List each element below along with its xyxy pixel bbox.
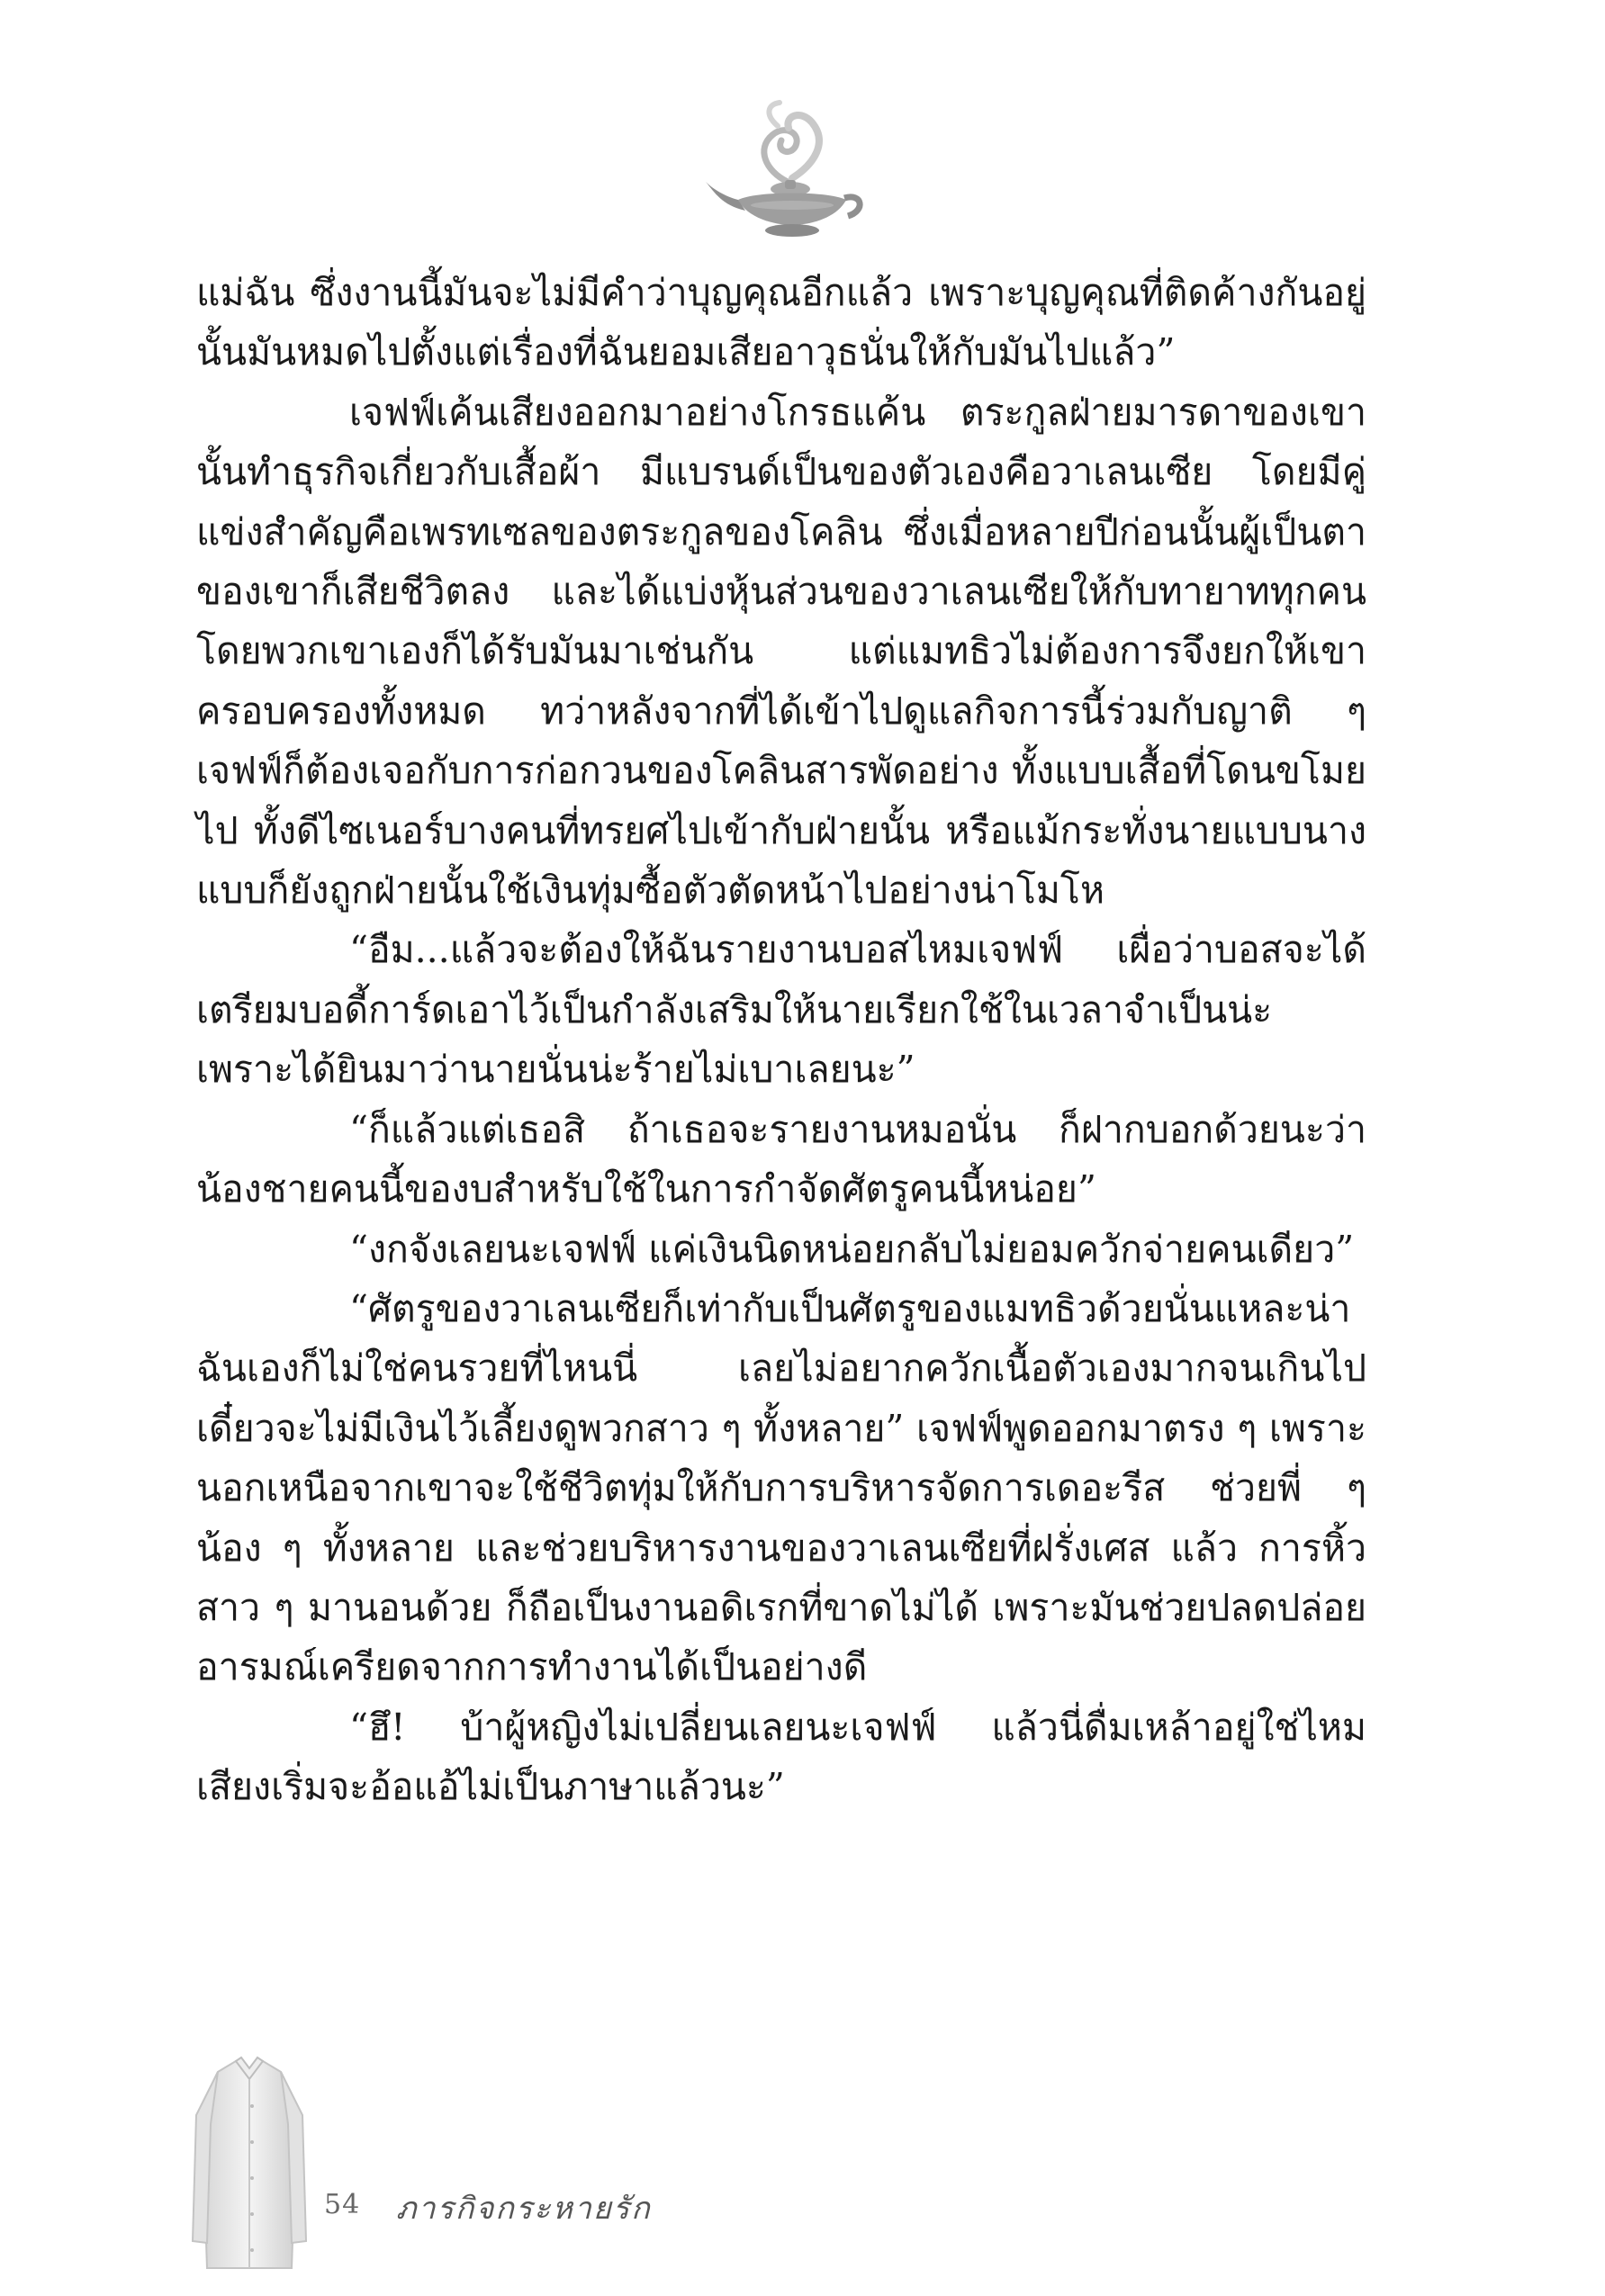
paragraph-3: “อืม...แล้วจะต้องให้ฉันรายงานบอสไหมเจฟฟ์ เผื่อว่าบอสจะได้เตรียมบอดี้การ์ดเอาไว้เป็นกำลังเสริมให้นายเรียกใช้ในเวลาจำเป็นน่ะ เพราะได้ยินมาว่านายนั่นน่ะร้ายไม่เบาเลยนะ” [196,928,1366,1092]
page-number: 54 [324,2189,361,2220]
paragraph-2: เจฟฟ์เค้นเสียงออกมาอย่างโกรธแค้น ตระกูลฝ่ายมารดาของเขานั้นทำธุรกิจเกี่ยวกับเสื้อผ้า มีแบรนด์เป็นของตัวเองคือวาเลนเซีย โดยมีคู่แข่งสำคัญคือเพรทเซลของตระกูลของโคลิน ซึ่งเมื่อหลายปีก่อนนั้นผู้เป็นตาของเขาก็เสียชีวิตลง และได้แบ่งหุ้นส่วนของวาเลนเซียให้กับทายาททุกคน โดยพวกเขาเองก็ได้รับมันมาเช่นกัน แต่แมทธิวไม่ต้องการจึงยกให้เขาครอบครองทั้งหมด ทว่าหลังจากที่ได้เข้าไปดูแลกิจการนี้ร่วมกับญาติ ๆ เจฟฟ์ก็ต้องเจอกับการก่อกวนของโคลินสารพัดอย่าง ทั้งแบบเสื้อที่โดนขโมยไป ทั้งดีไซเนอร์บางคนที่ทรยศไปเข้ากับฝ่ายนั้น หรือแม้กระทั่งนายแบบนางแบบก็ยังถูกฝ่ายนั้นใช้เงินทุ่มซื้อตัวตัดหน้าไปอย่างน่าโมโห [196,390,1366,913]
paragraph-1: แม่ฉัน ซึ่งงานนี้มันจะไม่มีคำว่าบุญคุณอีกแล้ว เพราะบุญคุณที่ติดค้างกันอยู่นั้นมันหมดไปตั้งแต่เรื่องที่ฉันยอมเสียอาวุธนั่นให้กับมันไปแล้ว” [196,271,1366,374]
paragraph-5: “งกจังเลยนะเจฟฟ์ แค่เงินนิดหน่อยกลับไม่ยอมควักจ่ายคนเดียว” [349,1227,1355,1271]
body-text [196,263,1366,1817]
paragraph-6: “ศัตรูของวาเลนเซียก็เท่ากับเป็นศัตรูของแมทธิวด้วยนั่นแหละน่า ฉันเองก็ไม่ใช่คนรวยที่ไหนนี่ เลยไม่อยากควักเนื้อตัวเองมากจนเกินไป เดี๋ยวจะไม่มีเงินไว้เลี้ยงดูพวกสาว ๆ ทั้งหลาย” เจฟฟ์พูดออกมาตรง ๆ เพราะนอกเหนือจากเขาจะใช้ชีวิตทุ่มให้กับการบริหารจัดการเดอะรีส ช่วยพี่ ๆ น้อง ๆ ทั้งหลาย และช่วยบริหารงานของวาเลนเซียที่ฝรั่งเศส แล้ว การหิ้วสาว ๆ มานอนด้วย ก็ถือเป็นงานอดิเรกที่ขาดไม่ได้ เพราะมันช่วยปลดปล่อยอารมณ์เครียดจากการทำงานได้เป็นอย่างดี [196,1286,1366,1689]
genie-lamp-icon [702,99,873,243]
paragraph-4: “ก็แล้วแต่เธอสิ ถ้าเธอจะรายงานหมอนั่น ก็ฝากบอกด้วยนะว่า น้องชายคนนี้ของบสำหรับใช้ในการกำจัดศัตรูคนนี้หน่อย” [196,1107,1366,1211]
paragraph-7: “ฮึ! บ้าผู้หญิงไม่เปลี่ยนเลยนะเจฟฟ์ แล้วนี่ดื่มเหล้าอยู่ใช่ไหม เสียงเริ่มจะอ้อแอ้ไม่เป็นภาษาแล้วนะ” [196,1705,1366,1809]
white-shirt-icon [191,2052,308,2277]
book-title: ภารกิจกระหายรัก [396,2191,652,2227]
